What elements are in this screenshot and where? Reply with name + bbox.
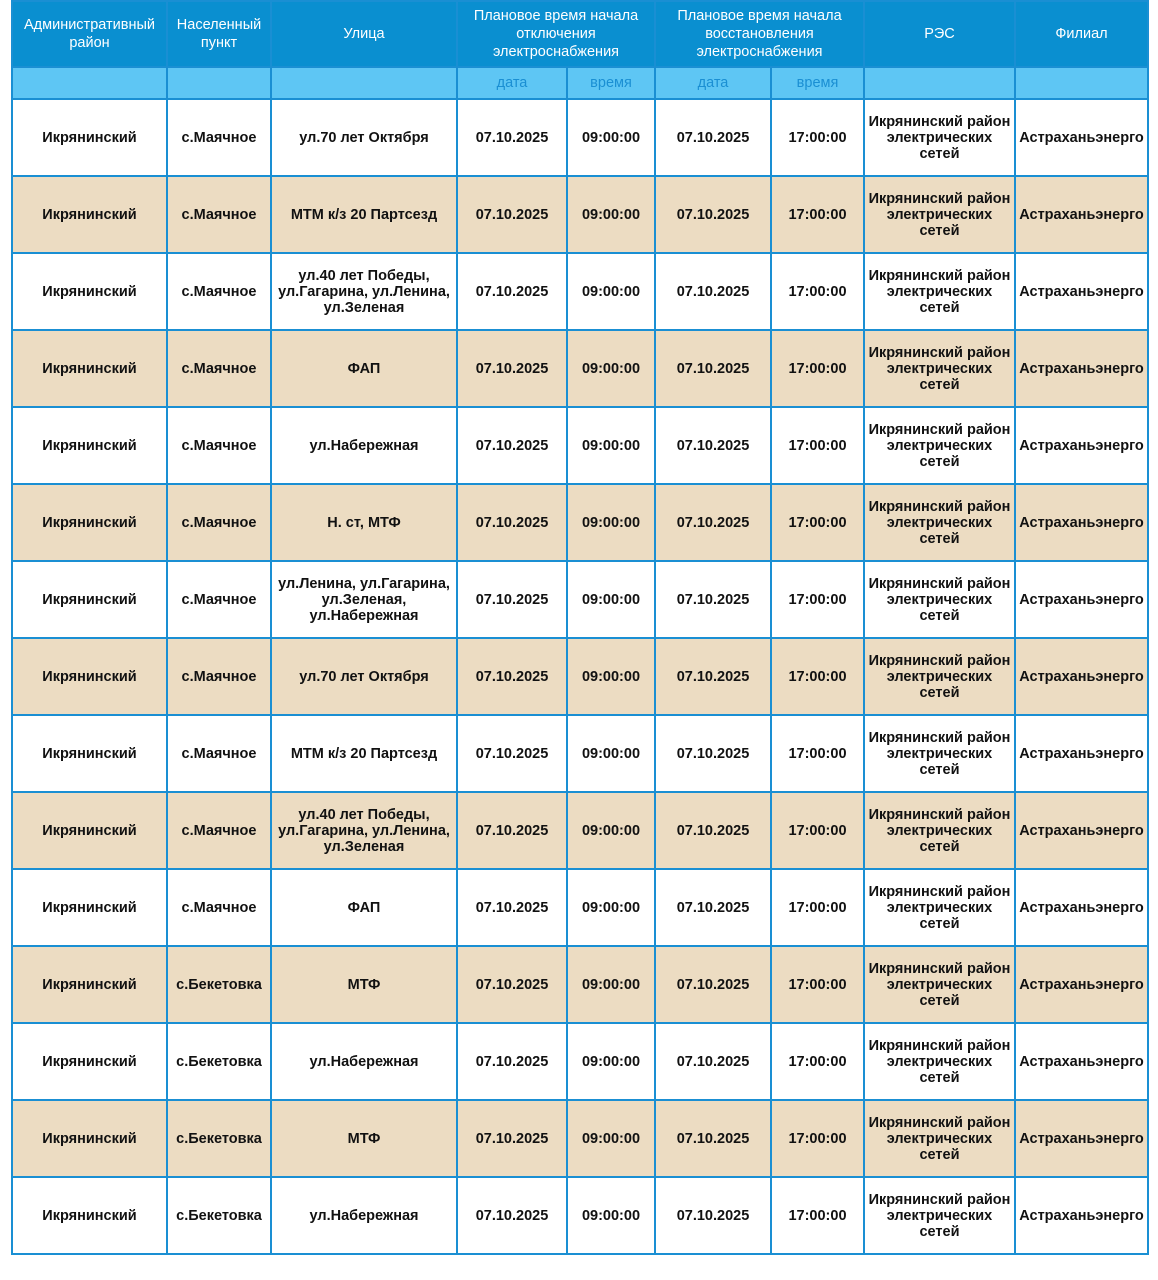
table-row (12, 561, 1148, 638)
subheader-off-date: дата (457, 67, 567, 99)
cell-off-time: 09:00:00 (567, 1023, 655, 1100)
cell-off-date: 07.10.2025 (457, 638, 567, 715)
cell-settlement: с.Маячное (167, 253, 271, 330)
cell-district: Икрянинский (12, 638, 167, 715)
cell-on-date: 07.10.2025 (655, 869, 771, 946)
cell-res: Икрянинский район электрических сетей (864, 715, 1015, 792)
cell-off-date: 07.10.2025 (457, 484, 567, 561)
cell-res: Икрянинский район электрических сетей (864, 946, 1015, 1023)
header-street: Улица (271, 1, 457, 67)
header-branch: Филиал (1015, 1, 1148, 67)
cell-branch: Астраханьэнерго (1015, 1177, 1148, 1254)
cell-off-date: 07.10.2025 (457, 792, 567, 869)
cell-street: МТФ (271, 1100, 457, 1177)
header-district: Административный район (12, 1, 167, 67)
cell-on-time: 17:00:00 (771, 484, 864, 561)
cell-branch: Астраханьэнерго (1015, 99, 1148, 176)
cell-street: МТМ к/з 20 Партсезд (271, 176, 457, 253)
cell-branch: Астраханьэнерго (1015, 869, 1148, 946)
cell-settlement: с.Маячное (167, 715, 271, 792)
cell-res: Икрянинский район электрических сетей (864, 869, 1015, 946)
subheader-on-date: дата (655, 67, 771, 99)
cell-branch: Астраханьэнерго (1015, 330, 1148, 407)
table-row (12, 407, 1148, 484)
cell-off-time: 09:00:00 (567, 484, 655, 561)
cell-settlement: с.Маячное (167, 176, 271, 253)
cell-on-date: 07.10.2025 (655, 253, 771, 330)
cell-district: Икрянинский (12, 1177, 167, 1254)
cell-settlement: с.Бекетовка (167, 946, 271, 1023)
cell-street: ФАП (271, 330, 457, 407)
cell-on-time: 17:00:00 (771, 1023, 864, 1100)
cell-off-time: 09:00:00 (567, 869, 655, 946)
cell-district: Икрянинский (12, 1100, 167, 1177)
cell-on-time: 17:00:00 (771, 869, 864, 946)
cell-district: Икрянинский (12, 484, 167, 561)
cell-street: ФАП (271, 869, 457, 946)
cell-settlement: с.Маячное (167, 99, 271, 176)
cell-off-time: 09:00:00 (567, 715, 655, 792)
cell-district: Икрянинский (12, 1023, 167, 1100)
cell-on-time: 17:00:00 (771, 1100, 864, 1177)
cell-res: Икрянинский район электрических сетей (864, 253, 1015, 330)
cell-district: Икрянинский (12, 253, 167, 330)
cell-off-date: 07.10.2025 (457, 869, 567, 946)
cell-on-date: 07.10.2025 (655, 1100, 771, 1177)
outage-schedule-table (11, 0, 1149, 1255)
cell-on-date: 07.10.2025 (655, 484, 771, 561)
cell-off-date: 07.10.2025 (457, 715, 567, 792)
cell-street: МТФ (271, 946, 457, 1023)
cell-district: Икрянинский (12, 176, 167, 253)
cell-settlement: с.Бекетовка (167, 1177, 271, 1254)
cell-off-time: 09:00:00 (567, 330, 655, 407)
cell-district: Икрянинский (12, 869, 167, 946)
header-settlement: Населенный пункт (167, 1, 271, 67)
cell-branch: Астраханьэнерго (1015, 484, 1148, 561)
cell-branch: Астраханьэнерго (1015, 253, 1148, 330)
cell-on-date: 07.10.2025 (655, 1177, 771, 1254)
cell-district: Икрянинский (12, 407, 167, 484)
cell-district: Икрянинский (12, 792, 167, 869)
header-on-time: Плановое время начала восстановления электроснабжения (655, 1, 864, 67)
cell-settlement: с.Маячное (167, 561, 271, 638)
cell-res: Икрянинский район электрических сетей (864, 176, 1015, 253)
cell-on-date: 07.10.2025 (655, 946, 771, 1023)
table-row (12, 176, 1148, 253)
cell-res: Икрянинский район электрических сетей (864, 561, 1015, 638)
cell-res: Икрянинский район электрических сетей (864, 1100, 1015, 1177)
header-res: РЭС (864, 1, 1015, 67)
subheader-empty (864, 67, 1015, 99)
cell-off-date: 07.10.2025 (457, 176, 567, 253)
cell-branch: Астраханьэнерго (1015, 407, 1148, 484)
table-row (12, 792, 1148, 869)
cell-street: ул.40 лет Победы, ул.Гагарина, ул.Ленина, ул.Зеленая (271, 253, 457, 330)
subheader-on-time: время (771, 67, 864, 99)
cell-on-date: 07.10.2025 (655, 176, 771, 253)
cell-off-time: 09:00:00 (567, 792, 655, 869)
cell-on-time: 17:00:00 (771, 253, 864, 330)
cell-on-date: 07.10.2025 (655, 407, 771, 484)
cell-off-time: 09:00:00 (567, 176, 655, 253)
cell-branch: Астраханьэнерго (1015, 946, 1148, 1023)
cell-street: МТМ к/з 20 Партсезд (271, 715, 457, 792)
cell-res: Икрянинский район электрических сетей (864, 1023, 1015, 1100)
cell-off-date: 07.10.2025 (457, 946, 567, 1023)
cell-street: ул.Ленина, ул.Гагарина, ул.Зеленая, ул.Набережная (271, 561, 457, 638)
cell-street: ул.Набережная (271, 407, 457, 484)
table-row (12, 1023, 1148, 1100)
cell-off-time: 09:00:00 (567, 561, 655, 638)
cell-street: ул.70 лет Октября (271, 638, 457, 715)
cell-res: Икрянинский район электрических сетей (864, 638, 1015, 715)
cell-off-time: 09:00:00 (567, 638, 655, 715)
cell-on-date: 07.10.2025 (655, 561, 771, 638)
cell-on-time: 17:00:00 (771, 792, 864, 869)
cell-off-date: 07.10.2025 (457, 561, 567, 638)
table-row (12, 1100, 1148, 1177)
cell-district: Икрянинский (12, 330, 167, 407)
cell-res: Икрянинский район электрических сетей (864, 484, 1015, 561)
cell-off-date: 07.10.2025 (457, 1177, 567, 1254)
cell-off-time: 09:00:00 (567, 253, 655, 330)
subheader-off-time: время (567, 67, 655, 99)
cell-branch: Астраханьэнерго (1015, 1100, 1148, 1177)
cell-on-date: 07.10.2025 (655, 99, 771, 176)
cell-res: Икрянинский район электрических сетей (864, 330, 1015, 407)
cell-settlement: с.Маячное (167, 407, 271, 484)
cell-settlement: с.Маячное (167, 330, 271, 407)
cell-branch: Астраханьэнерго (1015, 1023, 1148, 1100)
cell-res: Икрянинский район электрических сетей (864, 99, 1015, 176)
cell-off-time: 09:00:00 (567, 946, 655, 1023)
cell-off-date: 07.10.2025 (457, 1100, 567, 1177)
cell-branch: Астраханьэнерго (1015, 715, 1148, 792)
table-row (12, 99, 1148, 176)
subheader-empty (167, 67, 271, 99)
cell-on-date: 07.10.2025 (655, 638, 771, 715)
cell-street: Н. ст, МТФ (271, 484, 457, 561)
cell-settlement: с.Бекетовка (167, 1023, 271, 1100)
cell-branch: Астраханьэнерго (1015, 792, 1148, 869)
table-subheader-row (12, 67, 1148, 99)
cell-off-time: 09:00:00 (567, 407, 655, 484)
header-off-time: Плановое время начала отключения электроснабжения (457, 1, 655, 67)
table-header-row (12, 1, 1148, 67)
table-row (12, 869, 1148, 946)
cell-on-time: 17:00:00 (771, 407, 864, 484)
cell-off-date: 07.10.2025 (457, 1023, 567, 1100)
cell-off-date: 07.10.2025 (457, 330, 567, 407)
cell-branch: Астраханьэнерго (1015, 176, 1148, 253)
cell-off-time: 09:00:00 (567, 1177, 655, 1254)
cell-on-time: 17:00:00 (771, 99, 864, 176)
cell-district: Икрянинский (12, 946, 167, 1023)
table-row (12, 1177, 1148, 1254)
subheader-empty (1015, 67, 1148, 99)
cell-branch: Астраханьэнерго (1015, 561, 1148, 638)
cell-on-time: 17:00:00 (771, 715, 864, 792)
table-row (12, 330, 1148, 407)
cell-district: Икрянинский (12, 99, 167, 176)
cell-on-date: 07.10.2025 (655, 1023, 771, 1100)
table-row (12, 715, 1148, 792)
subheader-empty (12, 67, 167, 99)
cell-on-date: 07.10.2025 (655, 330, 771, 407)
cell-off-date: 07.10.2025 (457, 99, 567, 176)
table-row (12, 484, 1148, 561)
cell-street: ул.70 лет Октября (271, 99, 457, 176)
cell-district: Икрянинский (12, 715, 167, 792)
table-row (12, 253, 1148, 330)
cell-on-time: 17:00:00 (771, 946, 864, 1023)
cell-on-time: 17:00:00 (771, 561, 864, 638)
cell-street: ул.40 лет Победы, ул.Гагарина, ул.Ленина, ул.Зеленая (271, 792, 457, 869)
cell-on-time: 17:00:00 (771, 638, 864, 715)
table-row (12, 638, 1148, 715)
cell-settlement: с.Бекетовка (167, 1100, 271, 1177)
cell-off-date: 07.10.2025 (457, 407, 567, 484)
cell-off-date: 07.10.2025 (457, 253, 567, 330)
cell-on-date: 07.10.2025 (655, 715, 771, 792)
cell-settlement: с.Маячное (167, 792, 271, 869)
cell-settlement: с.Маячное (167, 484, 271, 561)
cell-street: ул.Набережная (271, 1177, 457, 1254)
cell-on-time: 17:00:00 (771, 1177, 864, 1254)
cell-off-time: 09:00:00 (567, 99, 655, 176)
cell-on-time: 17:00:00 (771, 176, 864, 253)
cell-on-time: 17:00:00 (771, 330, 864, 407)
cell-res: Икрянинский район электрических сетей (864, 1177, 1015, 1254)
cell-on-date: 07.10.2025 (655, 792, 771, 869)
table-body (12, 99, 1148, 1254)
table-row (12, 946, 1148, 1023)
cell-res: Икрянинский район электрических сетей (864, 407, 1015, 484)
cell-district: Икрянинский (12, 561, 167, 638)
cell-settlement: с.Маячное (167, 869, 271, 946)
cell-street: ул.Набережная (271, 1023, 457, 1100)
cell-res: Икрянинский район электрических сетей (864, 792, 1015, 869)
cell-settlement: с.Маячное (167, 638, 271, 715)
subheader-empty (271, 67, 457, 99)
cell-branch: Астраханьэнерго (1015, 638, 1148, 715)
cell-off-time: 09:00:00 (567, 1100, 655, 1177)
